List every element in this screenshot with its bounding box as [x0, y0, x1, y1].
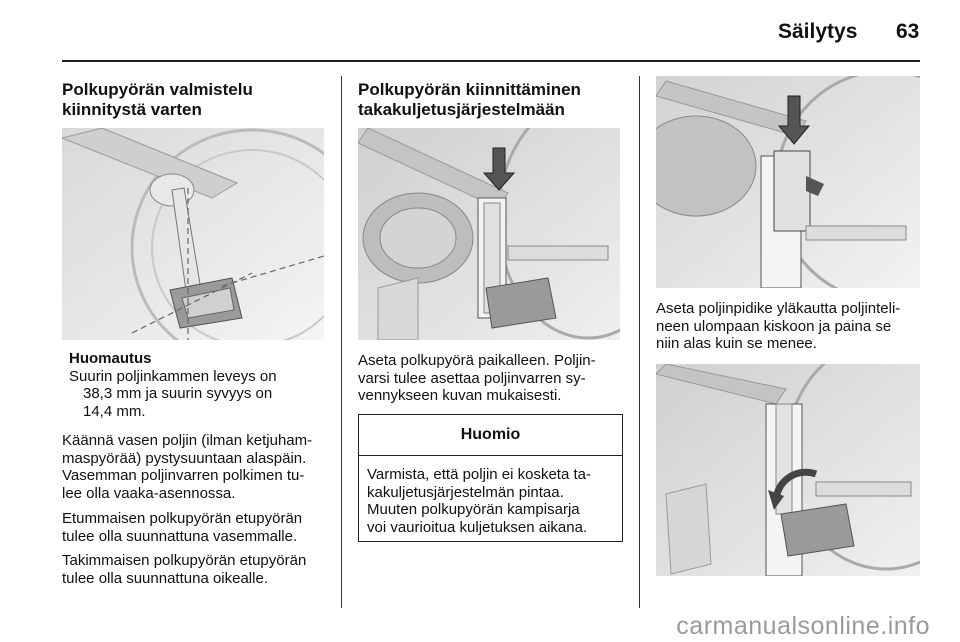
text-line: Varmista, että poljin ei kosketa ta- [367, 466, 591, 483]
col2-heading [358, 80, 628, 120]
text-line: Takimmaisen polkupyörän etupyörän [62, 552, 307, 569]
text-line: Aseta poljinpidike yläkautta poljinteli- [656, 300, 901, 317]
text-line: Käännä vasen poljin (ilman ketjuham- [62, 432, 313, 449]
watermark [0, 612, 960, 641]
col1-heading [62, 80, 332, 120]
col2-paragraph-1 [358, 352, 633, 405]
text-line: Vasemman poljinvarren polkimen tu- [62, 467, 305, 484]
bike-carrier-illustration [358, 128, 620, 340]
pedal-locking-illustration [656, 364, 920, 576]
text-line: Aseta polkupyörä paikalleen. Poljin- [358, 352, 596, 369]
text-line: tulee olla suunnattuna oikealle. [62, 569, 268, 587]
col2-heading-line: takakuljetusjärjestelmään [358, 100, 565, 119]
text-line: maspyörää) pystysuuntaan alaspäin. [62, 449, 307, 467]
text-line: lee olla vaaka-asennossa. [62, 484, 236, 502]
page-number: 63 [896, 20, 920, 43]
note-line: Suurin poljinkammen leveys on [69, 367, 277, 385]
text-line: varsi tulee asettaa poljinvarren sy- [358, 369, 586, 387]
notice-box [358, 414, 623, 542]
text-line: vennykseen kuvan mukaisesti. [358, 387, 562, 404]
text-line: neen ulompaan kiskoon ja paina se [656, 317, 892, 335]
notice-title: Huomio [359, 415, 622, 456]
col3-paragraph-1 [656, 300, 931, 353]
watermark-text: carmanualsonline.info [676, 612, 930, 640]
section-title: Säilytys [778, 20, 858, 43]
col1-paragraph-1 [62, 432, 337, 502]
col1-paragraph-2 [62, 510, 337, 545]
note-line: 38,3 mm ja suurin syvyys on [83, 385, 273, 402]
text-line: Etummaisen polkupyörän etupyörän [62, 510, 303, 527]
note-line: 14,4 mm. [83, 402, 146, 420]
notice-text [359, 456, 622, 536]
text-line: kakuljetusjärjestelmän pintaa. [367, 483, 564, 501]
text-line: niin alas kuin se menee. [656, 335, 817, 352]
text-line: Muuten polkupyörän kampisarja [367, 501, 580, 518]
note-block [69, 350, 331, 420]
column-divider-1 [341, 76, 342, 608]
header-rule [62, 60, 920, 62]
col1-paragraph-3 [62, 552, 337, 587]
pedal-crank-illustration [62, 128, 324, 340]
column-divider-2 [639, 76, 640, 608]
text-line: voi vaurioitua kuljetuksen aikana. [367, 518, 588, 536]
pedal-holder-illustration [656, 76, 920, 288]
col2-heading-line: Polkupyörän kiinnittäminen [358, 80, 581, 99]
col1-heading-line: kiinnitystä varten [62, 100, 202, 119]
col1-heading-line: Polkupyörän valmistelu [62, 80, 253, 99]
text-line: tulee olla suunnattuna vasemmalle. [62, 527, 298, 545]
note-title: Huomautus [69, 350, 152, 367]
